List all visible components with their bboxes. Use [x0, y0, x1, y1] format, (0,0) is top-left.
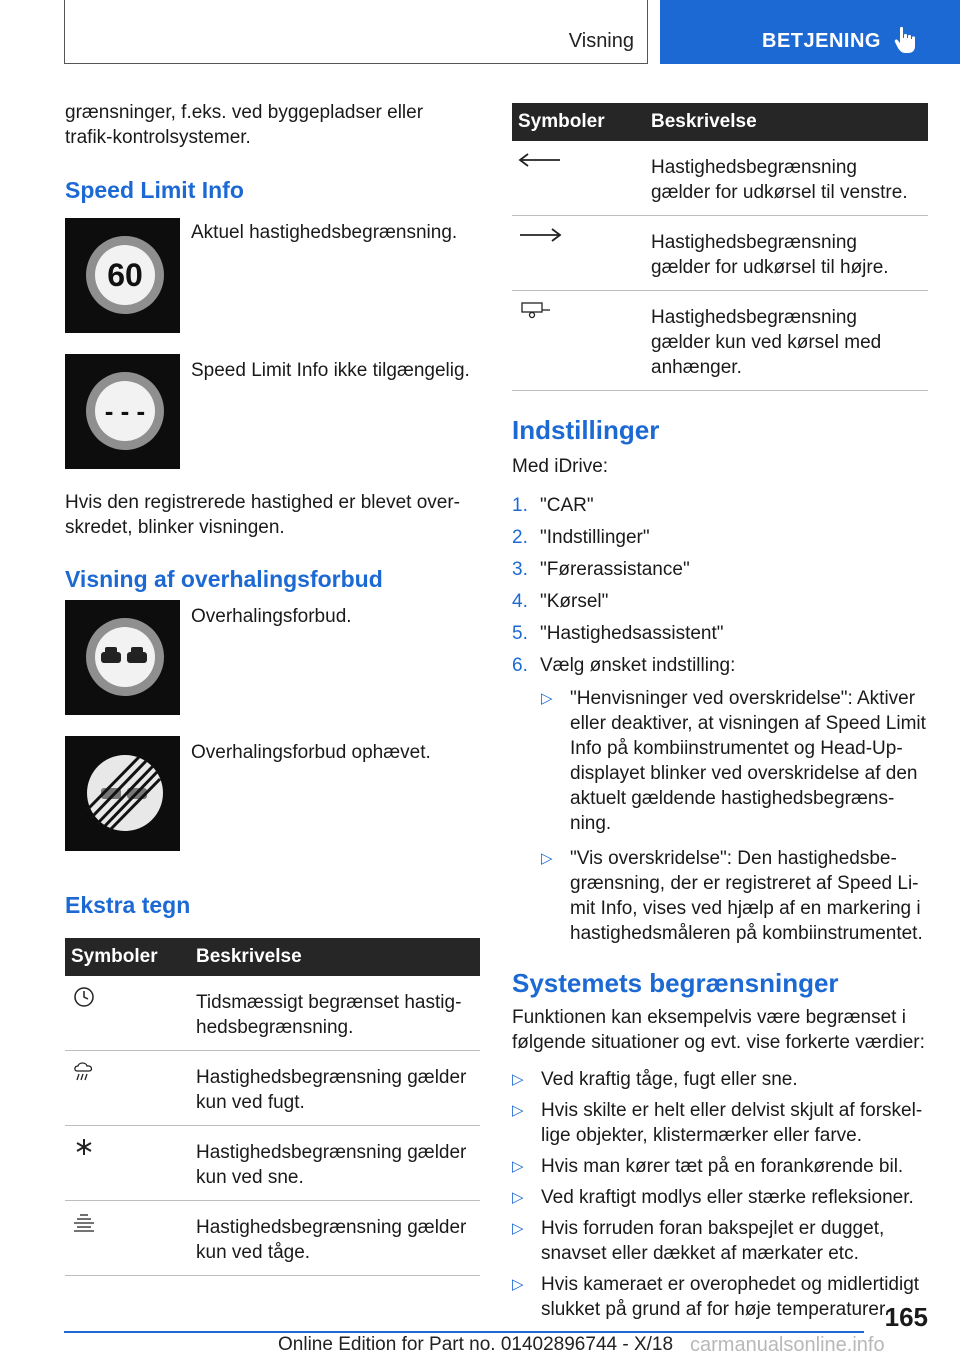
list-item: ▷ Hvis skilte er helt eller delvist skjult af forskel-lige objekter, klistermærker eller farve.: [512, 1100, 923, 1146]
table-row: [512, 141, 928, 216]
header-chapter-tab: [660, 0, 960, 64]
watermark: carmanualsonline.info: [690, 1334, 885, 1356]
col-symbol-header: Symboler: [65, 938, 188, 976]
extra-signs-table: [65, 938, 480, 1276]
trailer-icon: [518, 301, 552, 319]
snowflake-icon: [71, 1136, 97, 1158]
intro-text: grænsninger, f.eks. ved byggepladser eller trafik-kontrolsystemer.: [65, 102, 424, 148]
table-row: [512, 216, 928, 291]
no-overtaking-caption: Overhalingsforbud.: [191, 606, 352, 627]
row-desc: Hastighedsbegrænsning gælder for udkørsel til venstre.: [643, 141, 928, 216]
step6-sublist: [512, 686, 928, 946]
sign-no-overtaking: [65, 600, 180, 715]
list-item: ▷ Hvis man kører tæt på en forankørende bil.: [512, 1156, 904, 1177]
row-desc: Hastighedsbegrænsning gælder kun ved kørsel med anhænger.: [643, 291, 928, 391]
page-number: 165: [884, 1302, 928, 1332]
row-desc: Tidsmæssigt begrænset hastig-hedsbegrænsning.: [188, 976, 480, 1051]
col-symbol-header: Symboler: [512, 103, 643, 141]
speed-note: Hvis den registrerede hastighed er blevet over-skredet, blinker visningen.: [65, 492, 460, 538]
sign-unavailable-caption: Speed Limit Info ikke tilgængelig.: [191, 360, 470, 381]
sign-unavailable-dashes: - - -: [104, 396, 146, 426]
header-section-title: Visning: [568, 30, 634, 52]
sign-speed-unavailable: [65, 354, 180, 469]
extra-signs-heading: Ekstra tegn: [65, 892, 191, 918]
table-row: [512, 291, 928, 391]
end-no-overtaking-caption: Overhalingsforbud ophævet.: [191, 742, 431, 763]
arrow-right-icon: [518, 226, 562, 244]
list-item: ▷ "Henvisninger ved overskridelse": Aktiver eller deaktiver, at visningen af Speed Limit Info på kombiinstrumentet og Head-Up-displayet blinker ved overskridelse af den aktuelt gældende hastighedsbegræns-ning.: [541, 688, 926, 834]
settings-steps: [512, 493, 928, 678]
speed-limit-heading: Speed Limit Info: [65, 177, 244, 203]
sign-end-no-overtaking: [65, 736, 180, 851]
list-item: 1. "CAR": [512, 495, 594, 516]
list-item: 4. "Kørsel": [512, 591, 609, 612]
list-item: ▷ Ved kraftigt modlys eller stærke refleksioner.: [512, 1187, 914, 1208]
list-item: ▷ "Vis overskridelse": Den hastighedsbe-grænsning, der er registreret af Speed Li-mit Info, vises ved hjælp af en markering i hastighedsmåleren på kombiinstrumentet.: [541, 848, 923, 944]
triangle-bullet-icon: ▷: [512, 1220, 524, 1237]
settings-heading: Indstillinger: [512, 415, 660, 445]
clock-icon: [71, 986, 97, 1008]
table-row: [65, 976, 480, 1051]
fog-icon: [71, 1211, 97, 1233]
list-item: ▷ Ved kraftig tåge, fugt eller sne.: [512, 1069, 798, 1090]
triangle-bullet-icon: ▷: [512, 1158, 524, 1175]
right-column: [512, 100, 928, 1328]
pointing-hand-icon: [894, 26, 920, 54]
triangle-bullet-icon: ▷: [512, 1189, 524, 1206]
row-desc: Hastighedsbegrænsning gælder kun ved tåge.: [188, 1201, 480, 1276]
sign-speed-60: [65, 218, 180, 333]
table-row: [65, 1126, 480, 1201]
row-desc: Hastighedsbegrænsning gælder for udkørsel til højre.: [643, 216, 928, 291]
list-item: 6. Vælg ønsket indstilling:: [512, 655, 736, 676]
sign-60-number: 60: [107, 257, 143, 293]
header-chapter-label: BETJENING: [762, 30, 881, 52]
triangle-bullet-icon: ▷: [541, 850, 553, 867]
overtake-heading: Visning af overhalingsforbud: [65, 566, 383, 592]
triangle-bullet-icon: ▷: [512, 1276, 524, 1293]
limits-intro: Funktionen kan eksempelvis være begrænset i følgende situationer og evt. vise forkerte værdier:: [512, 1007, 925, 1053]
footer-divider: [64, 1331, 864, 1333]
triangle-bullet-icon: ▷: [512, 1071, 524, 1088]
limits-heading: Systemets begrænsninger: [512, 968, 839, 998]
triangle-bullet-icon: ▷: [541, 690, 553, 707]
settings-intro: Med iDrive:: [512, 456, 609, 477]
header-frame: [64, 0, 648, 64]
list-item: 2. "Indstillinger": [512, 527, 650, 548]
rain-icon: [71, 1061, 97, 1083]
list-item: 5. "Hastighedsassistent": [512, 623, 724, 644]
table-row: [65, 1051, 480, 1126]
list-item: ▷ Hvis kameraet er overophedet og midlertidigt slukket på grund af for høje temperaturer.: [512, 1274, 920, 1320]
row-desc: Hastighedsbegrænsning gælder kun ved fugt.: [188, 1051, 480, 1126]
row-desc: Hastighedsbegrænsning gælder kun ved sne.: [188, 1126, 480, 1201]
direction-signs-table: [512, 103, 928, 391]
left-column: [65, 100, 480, 1263]
list-item: 3. "Førerassistance": [512, 559, 690, 580]
col-desc-header: Beskrivelse: [643, 103, 928, 141]
col-desc-header: Beskrivelse: [188, 938, 480, 976]
table-row: [65, 1201, 480, 1276]
arrow-left-icon: [518, 151, 562, 169]
limits-list: [512, 1067, 928, 1322]
sign-60-caption: Aktuel hastighedsbegrænsning.: [191, 222, 458, 243]
triangle-bullet-icon: ▷: [512, 1102, 524, 1119]
edition-text: Online Edition for Part no. 01402896744 - X/18: [278, 1334, 674, 1355]
list-item: ▷ Hvis forruden foran bakspejlet er dugget, snavset eller dækket af mærkater etc.: [512, 1218, 885, 1264]
